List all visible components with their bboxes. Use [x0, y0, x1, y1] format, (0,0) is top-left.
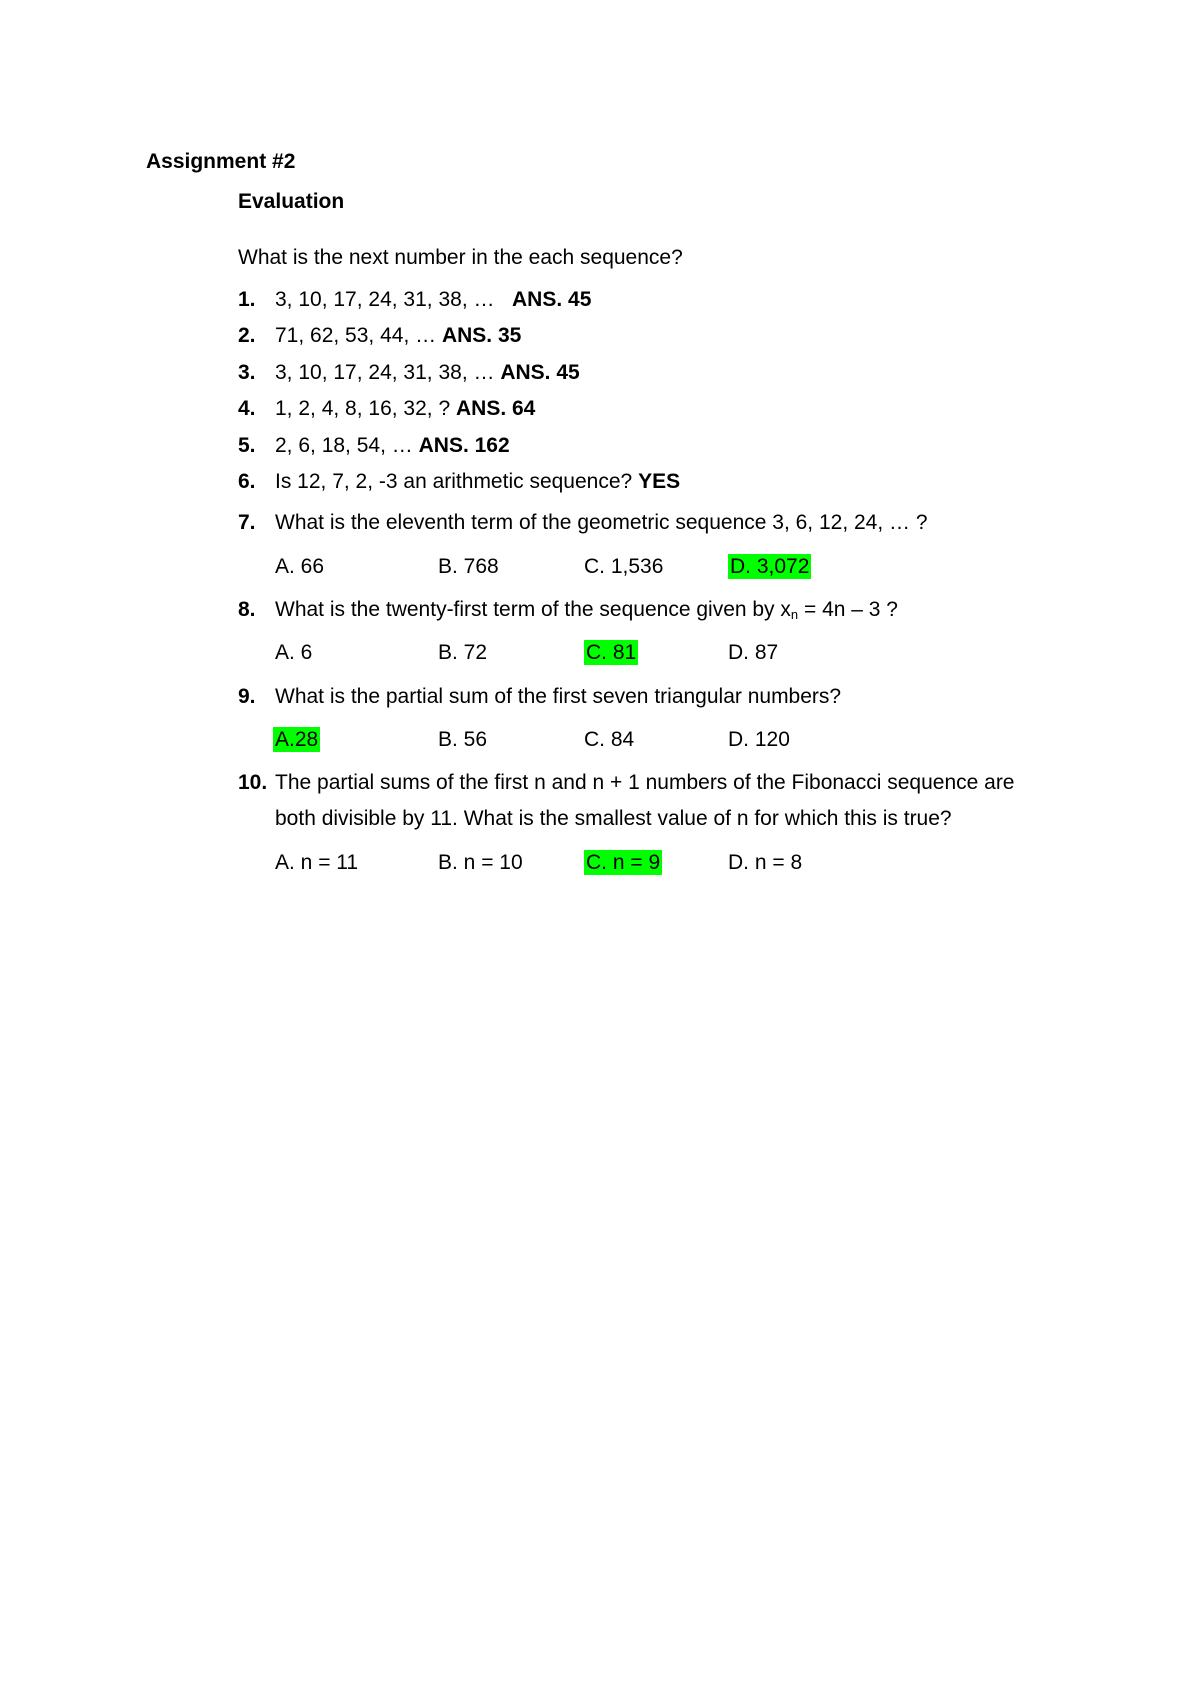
- answer-text: ANS. 35: [441, 324, 522, 347]
- question-number: 8.: [238, 598, 256, 621]
- choice-d: D. 120: [728, 728, 790, 751]
- question-text: What is the eleventh term of the geometric sequence 3, 6, 12, 24, … ?: [275, 511, 928, 534]
- choice-a: A. n = 11: [275, 851, 359, 874]
- choice-b: B. n = 10: [438, 851, 523, 874]
- question-text: What is the partial sum of the first seven triangular numbers?: [275, 685, 842, 708]
- sequence-text: Is 12, 7, 2, -3 an arithmetic sequence?: [275, 470, 633, 493]
- choice-d-correct: D. 3,072: [730, 555, 810, 578]
- answer-text: ANS. 45: [512, 288, 592, 311]
- question-number: 7.: [238, 511, 256, 534]
- choice-c-correct: C. 81: [586, 641, 637, 664]
- answer-text: YES: [638, 470, 681, 493]
- choice-a-correct: A.28: [275, 728, 319, 751]
- sequence-text: 3, 10, 17, 24, 31, 38, …: [275, 288, 495, 311]
- instruction-text: What is the next number in the each sequence?: [238, 246, 683, 269]
- section-heading: Evaluation: [238, 190, 345, 213]
- choice-a: A. 6: [275, 641, 313, 664]
- question-number: 6.: [238, 470, 256, 493]
- answer-text: ANS. 162: [418, 434, 510, 457]
- question-number: 5.: [238, 434, 256, 457]
- question-number: 2.: [238, 324, 256, 347]
- question-number: 3.: [238, 361, 256, 384]
- choice-d: D. 87: [728, 641, 779, 664]
- sequence-text: 71, 62, 53, 44, …: [275, 324, 437, 347]
- choice-c-correct: C. n = 9: [586, 851, 661, 874]
- question-text-line-2: both divisible by 11. What is the smallest value of n for which this is true?: [275, 807, 952, 830]
- question-text: What is the twenty-first term of the sequence given by $x_n = 4n - 3$ ?: [275, 598, 898, 622]
- choice-b: B. 768: [438, 555, 499, 578]
- choice-c: C. 84: [584, 728, 635, 751]
- question-number: 9.: [238, 685, 256, 708]
- answer-text: ANS. 45: [500, 361, 580, 384]
- choice-b: B. 56: [438, 728, 488, 751]
- choice-d: D. n = 8: [728, 851, 803, 874]
- question-number: 4.: [238, 397, 256, 420]
- sequence-text: 1, 2, 4, 8, 16, 32, ?: [275, 397, 451, 420]
- assignment-title: Assignment #2: [146, 150, 296, 173]
- sequence-text: 2, 6, 18, 54, …: [275, 434, 413, 457]
- choice-c: C. 1,536: [584, 555, 664, 578]
- question-number: 10.: [238, 771, 268, 794]
- answer-text: ANS. 64: [455, 397, 536, 420]
- question-number: 1.: [238, 288, 256, 311]
- choice-b: B. 72: [438, 641, 488, 664]
- question-text-line-1: The partial sums of the first n and n + 1 numbers of the Fibonacci sequence are: [275, 771, 1015, 794]
- choice-a: A. 66: [275, 555, 325, 578]
- sequence-text: 3, 10, 17, 24, 31, 38, …: [275, 361, 495, 384]
